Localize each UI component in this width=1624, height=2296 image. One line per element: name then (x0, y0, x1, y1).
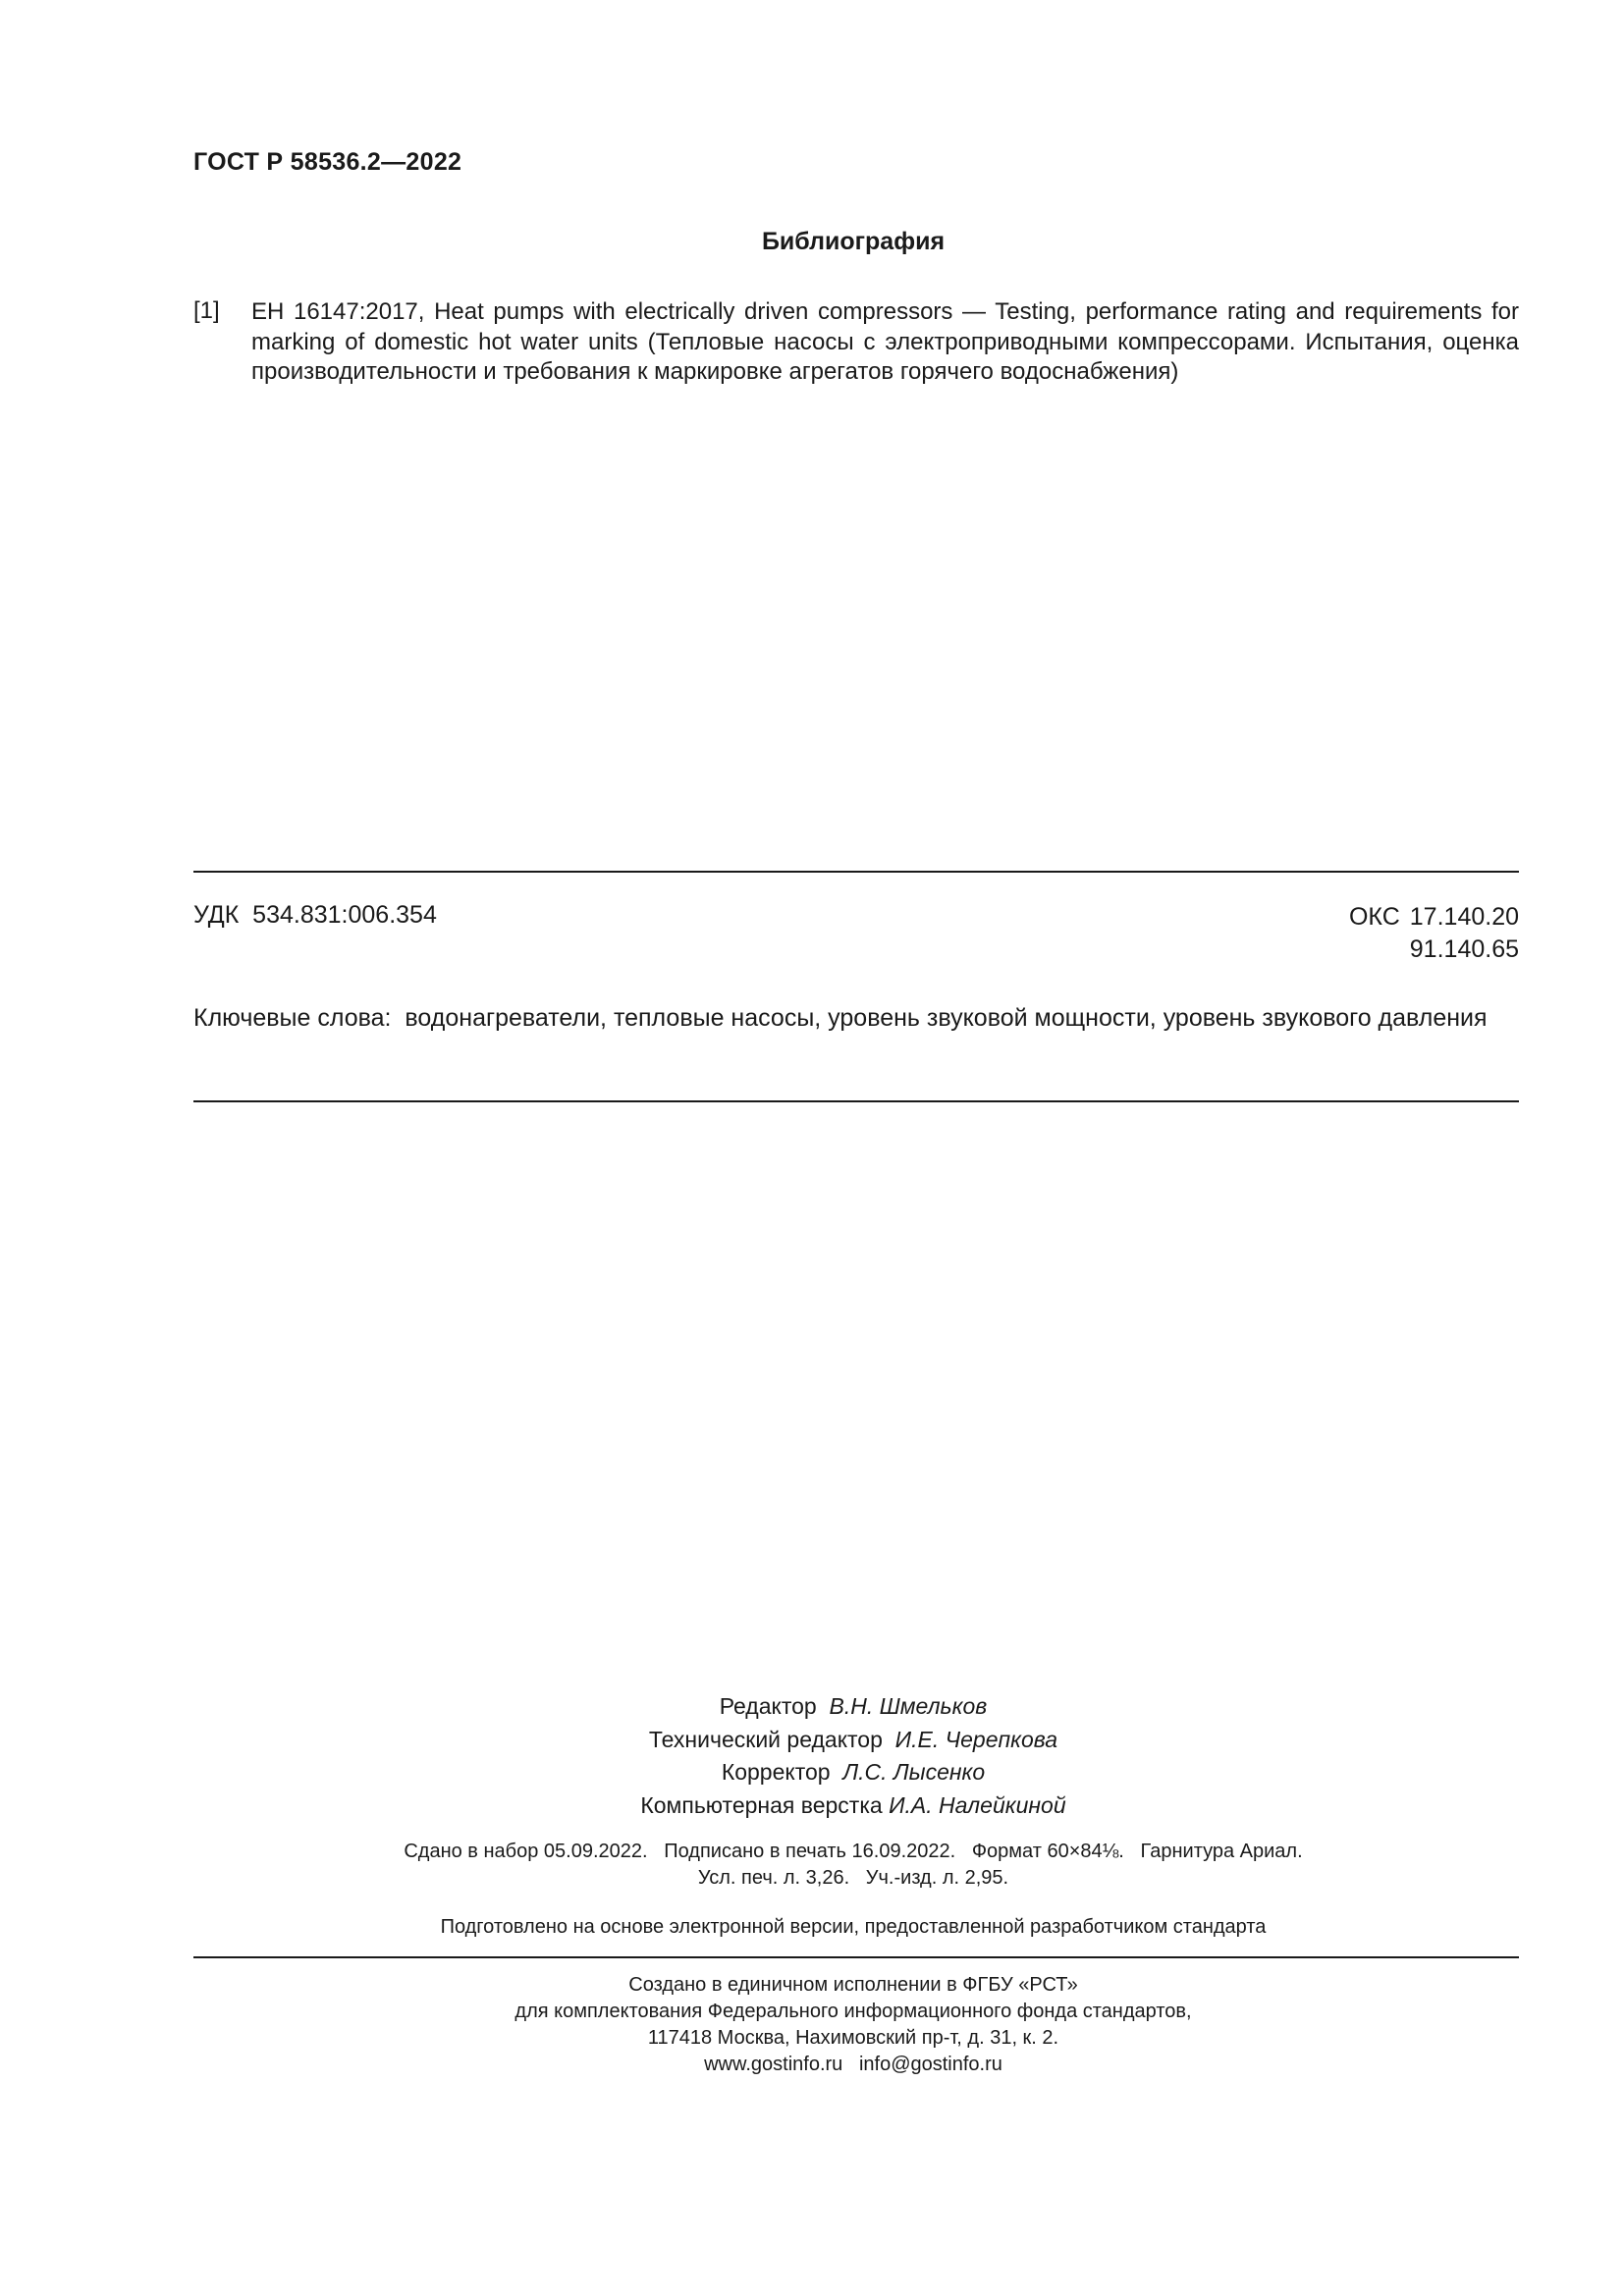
credit-line: Редактор В.Н. Шмельков (719, 1693, 988, 1719)
document-code: ГОСТ Р 58536.2—2022 (193, 148, 462, 176)
divider-top (193, 871, 1519, 873)
publisher-line: для комплектования Федерального информационного фонда стандартов, (514, 2001, 1192, 2022)
publisher-line: Создано в единичном исполнении в ФГБУ «РСТ» (628, 1974, 1078, 1996)
email-link[interactable]: info@gostinfo.ru (858, 2054, 1002, 2075)
prepared-note: Подготовлено на основе электронной версии, предоставленной разработчиком стандарта (440, 1916, 1267, 1938)
publisher-info (0, 1972, 1624, 2078)
imprint-line: Усл. печ. л. 3,26. Уч.-изд. л. 2,95. (697, 1867, 1009, 1889)
publisher-contacts (0, 2052, 1624, 2078)
credits (0, 1690, 1624, 1822)
credit-line: Компьютерная верстка И.А. Налейкиной (640, 1791, 1066, 1818)
keywords (193, 1002, 1519, 1035)
oks-value: 17.140.20 (1409, 903, 1519, 931)
bibliography-entry-number: [1] (193, 297, 220, 324)
imprint-line: Сдано в набор 05.09.2022. Подписано в печать 16.09.2022. Формат 60×84⅛. Гарнитура Ариал. (404, 1841, 1303, 1862)
udk-value: 534.831:006.354 (252, 901, 437, 929)
keywords-label: Ключевые слова: (193, 1004, 392, 1032)
bibliography-title: Библиография (761, 228, 946, 255)
oks-label: ОКС (1348, 903, 1400, 931)
oks-value: 91.140.65 (1409, 935, 1519, 963)
website-link[interactable]: www.gostinfo.ru (704, 2054, 843, 2075)
udk-code (193, 901, 437, 930)
oks-codes (1349, 901, 1519, 966)
publisher-line: 117418 Москва, Нахимовский пр-т, д. 31, к. 2. (647, 2027, 1059, 2049)
keywords-text: водонагреватели, тепловые насосы, уровень звуковой мощности, уровень звукового давления (405, 1004, 1488, 1032)
imprint (0, 1839, 1624, 1892)
divider-bottom (193, 1956, 1519, 1958)
udk-label: УДК (193, 901, 240, 929)
divider-middle (193, 1100, 1519, 1102)
credit-line: Технический редактор И.Е. Черепкова (648, 1726, 1058, 1752)
credit-line: Корректор Л.С. Лысенко (721, 1759, 986, 1785)
bibliography-entry-text: ЕН 16147:2017, Heat pumps with electrically driven compressors — Testing, performance rating and requirements for marking of domestic hot water units (Тепловые насосы с электроприводными компрессорами. Испытания, оценка производительности и требования к маркировке агрегатов горячего водоснабжения) (251, 298, 1519, 385)
